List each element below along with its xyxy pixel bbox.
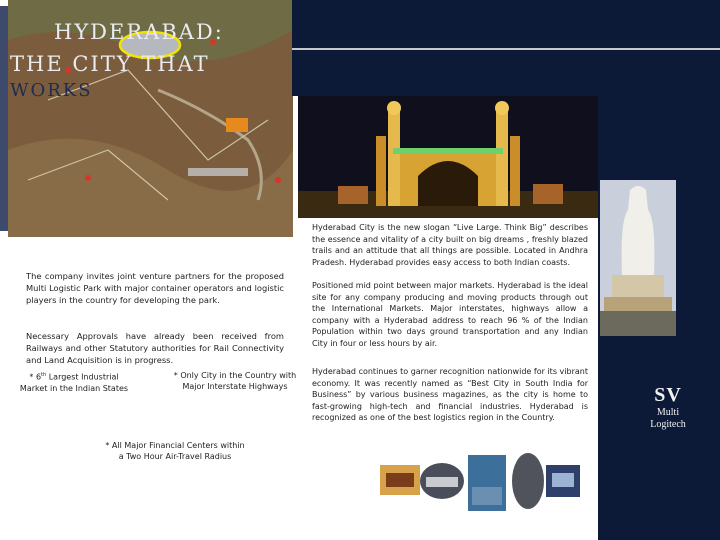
title-divider [292, 48, 720, 50]
company-logo [626, 384, 710, 431]
bullet-rank-number: 6 [35, 372, 42, 382]
bullet-marker: * [105, 441, 110, 450]
bullet-interstate-line-1: Only City in the Country with [180, 371, 297, 380]
bullet-rank-suffix: th [41, 372, 47, 378]
bullet-interstate-highways [168, 370, 302, 392]
bullet-marker: * [173, 371, 178, 380]
charminar-illustration [298, 96, 598, 218]
charminar-night-photo [298, 96, 598, 218]
transport-image-strip [380, 447, 580, 517]
decorative-side-band [0, 6, 8, 231]
bullet-industrial-market [14, 370, 134, 394]
logo-line-1: Multi [656, 407, 680, 418]
bullet-industrial-market-line-2: Market in the Indian States [19, 383, 129, 393]
bullet-marker: * [29, 372, 34, 382]
transport-collage [380, 447, 580, 517]
bullet-rank-text: Largest Industrial [46, 372, 119, 382]
bullet-interstate-line-2: Major Interstate Highways [182, 382, 288, 391]
bullet-financial-line-2: a Two Hour Air-Travel Radius [118, 452, 232, 461]
bullet-financial-centers [90, 440, 260, 462]
approvals-paragraph: Necessary Approvals have already been received from Railways and other Statutory authorities for Rail Connectivity and Land Acquisition is in progress. [26, 331, 284, 365]
logo-mark: SV [654, 384, 682, 406]
bullet-financial-line-1: All Major Financial Centers within [111, 441, 245, 450]
location-paragraph: Positioned mid point between major markets. Hyderabad is the ideal site for any company producing and moving products through out the International Markets. Major interstates, highways allow a company with a Hyderabad address to reach 96 % of the Indian Population within two days ground transportation and any Indian City in four or less hours by air. [312, 281, 588, 348]
partnership-paragraph: The company invites joint venture partners for the proposed Multi Logistic Park with major container operators and logistic players in the country for developing the park. [26, 271, 284, 305]
bullet-industrial-market-line-1 [14, 370, 134, 383]
page-title-line-3: WORKS [10, 80, 93, 101]
recognition-paragraph: Hyderabad continues to garner recognition nationwide for its vibrant economy. It was recently named as “Best City in South India for Business” by various business magazines, as the city is home to fast-growing high-tech and financial industries. Hyderabad is recognized as one of the best logistics region in the Country. [312, 367, 588, 422]
intro-paragraph: Hyderabad City is the new slogan “Live Large. Think Big” describes the essence and vitality of a city built on big dreams , freshly blazed trails and an attitude that all things are possible. Located in Andhra Pradesh. Hyderabad provides easy access to both Indian coasts. [312, 223, 588, 267]
buddha-statue-photo [600, 180, 676, 336]
logo-line-2: Logitech [650, 419, 686, 430]
page-title-line-1: HYDERABAD: [54, 20, 224, 44]
statue-illustration [600, 180, 676, 336]
page-title-line-2: THE CITY THAT [10, 52, 210, 76]
